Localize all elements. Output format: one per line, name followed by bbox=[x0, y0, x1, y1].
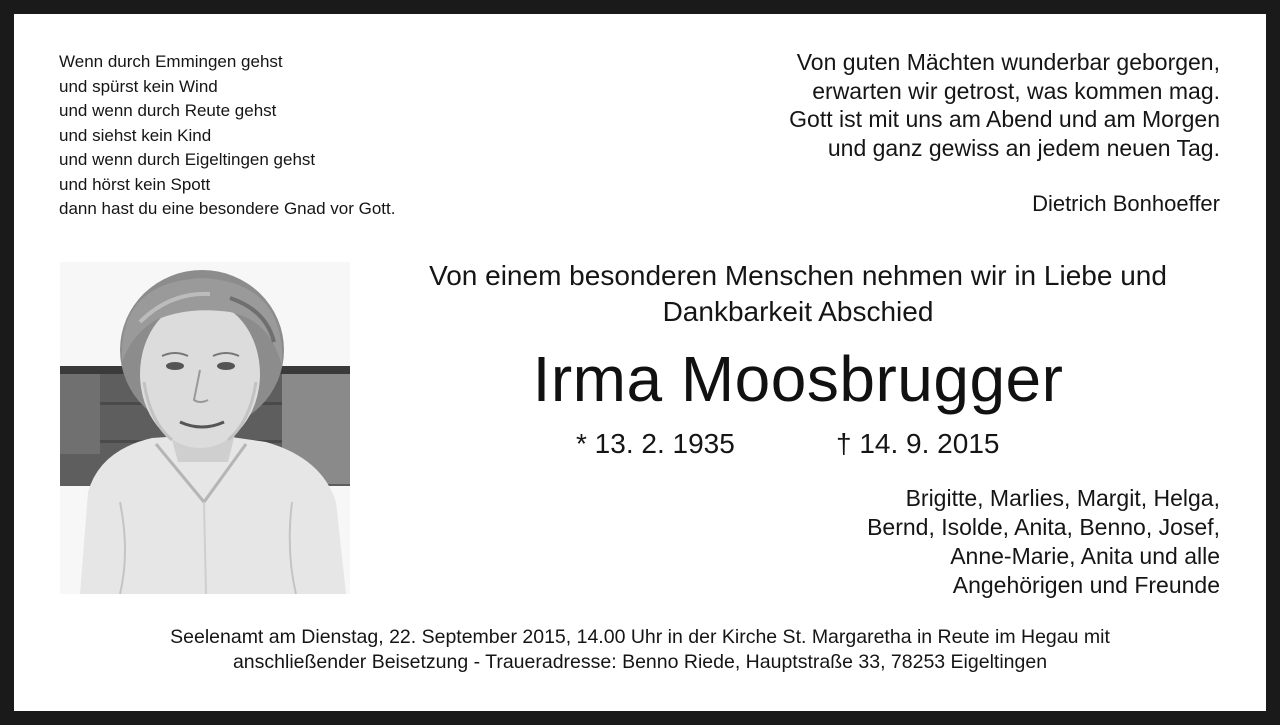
portrait-photo bbox=[60, 262, 350, 594]
birth-date: * 13. 2. 1935 bbox=[576, 428, 735, 459]
mourners-line: Anne-Marie, Anita und alle bbox=[950, 543, 1220, 569]
poem-right-line: erwarten wir getrost, was kommen mag. bbox=[812, 77, 1220, 104]
mourners-list bbox=[867, 484, 1220, 600]
obituary-notice bbox=[14, 14, 1266, 711]
headline-line: Von einem besonderen Menschen nehmen wir in Liebe und bbox=[429, 260, 1167, 291]
poem-right-line: und ganz gewiss an jedem neuen Tag. bbox=[827, 134, 1220, 161]
mourners-line: Brigitte, Marlies, Margit, Helga, bbox=[905, 485, 1220, 511]
death-date: † 14. 9. 2015 bbox=[836, 428, 1000, 459]
poem-author: Dietrich Bonhoeffer bbox=[1032, 191, 1220, 216]
poem-left-line: und wenn durch Eigeltingen gehst bbox=[59, 150, 316, 169]
mourners-line: Angehörigen und Freunde bbox=[952, 572, 1220, 598]
deceased-name: Irma Moosbrugger bbox=[532, 343, 1064, 415]
poem-left-line: und wenn durch Reute gehst bbox=[59, 101, 277, 120]
poem-left-line: und spürst kein Wind bbox=[59, 76, 218, 96]
farewell-headline bbox=[374, 258, 1222, 330]
poem-right-line: Gott ist mit uns am Abend und am Morgen bbox=[789, 106, 1220, 132]
poem-left-line: und siehst kein Kind bbox=[59, 125, 212, 145]
poem-left-line: und hörst kein Spott bbox=[59, 174, 211, 194]
service-info bbox=[34, 625, 1246, 675]
poem-left-line: Wenn durch Emmingen gehst bbox=[59, 52, 283, 71]
poem-left bbox=[59, 50, 395, 222]
poem-right-line: Von guten Mächten wunderbar geborgen, bbox=[796, 49, 1220, 75]
portrait-image bbox=[60, 262, 350, 594]
poem-right bbox=[789, 48, 1220, 162]
mourners-line: Bernd, Isolde, Anita, Benno, Josef, bbox=[867, 514, 1220, 540]
service-line: Seelenamt am Dienstag, 22. September 2015, 14.00 Uhr in der Kirche St. Margaretha in Reute im Hegau mit bbox=[170, 626, 1110, 648]
headline-line: Dankbarkeit Abschied bbox=[662, 296, 934, 327]
service-line: anschließender Beisetzung - Traueradresse: Benno Riede, Hauptstraße 33, 78253 Eigeltingen bbox=[232, 651, 1048, 673]
poem-left-line: dann hast du eine besondere Gnad vor Gott. bbox=[59, 199, 396, 218]
